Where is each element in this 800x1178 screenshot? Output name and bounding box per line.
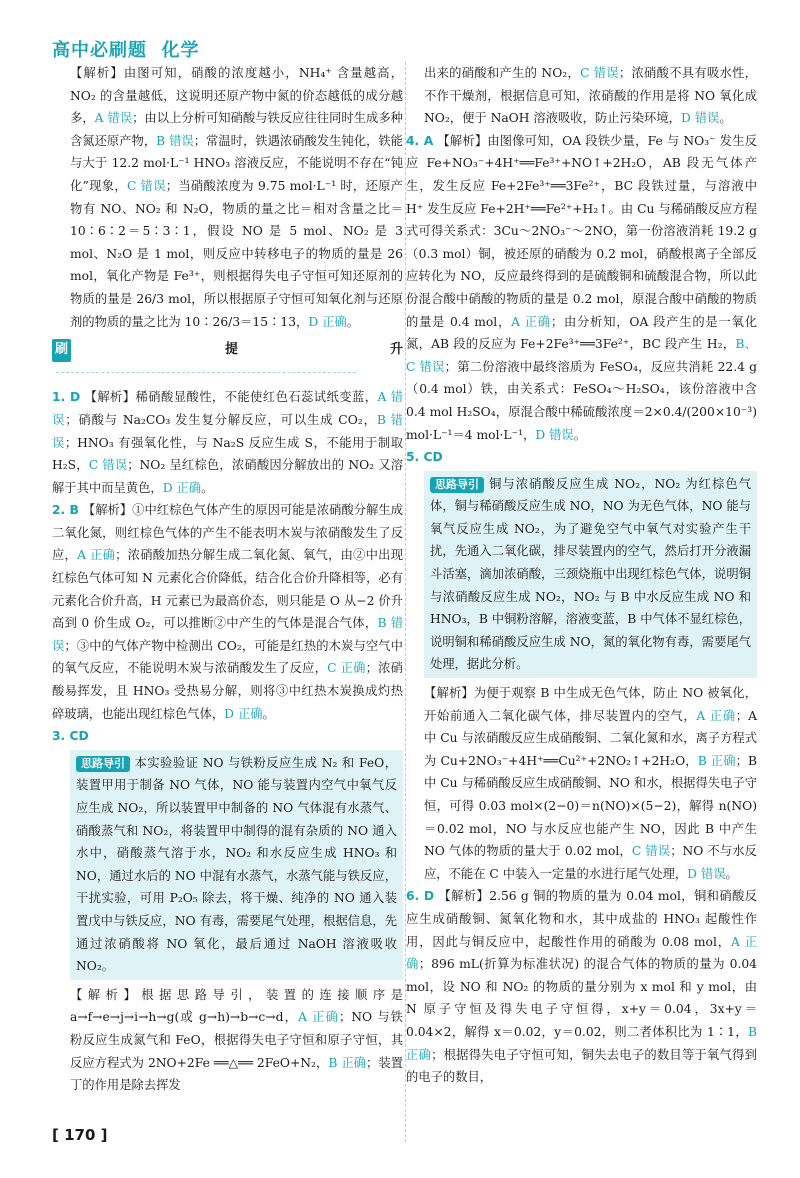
section-rule bbox=[56, 372, 356, 373]
question-number: 6. D bbox=[406, 889, 435, 904]
section-title: 提升 bbox=[73, 342, 403, 358]
subject-title: 化学 bbox=[161, 40, 200, 61]
question-5-analysis: 【解析】为便于观察 B 中生成无色气体，防止 NO 被氧化，开始前通入二氧化碳气体，排尽装置内的空气，A 正确；A 中 Cu 与浓硝酸反应生成硝酸铜、二氧化氮和水，离子方程式为 Cu+2NO₃⁻+4H⁺══Cu²⁺+2NO₂↑+2H₂O，B 正确；B 中 Cu 与稀硝酸反应生成硝酸铜、NO 和水，根据得失电子守恒，可得 0.03 mol×(2−0)＝n(NO)×(5−2)，解得 n(NO)＝0.02 mol，NO 与水反应也能产生 NO，因此 B 中产生 NO 气体的物质的量大于 0.02 mol，C 错误；NO 不与水反应，不能在 C 中装入一定量的水进行尾气处理，D 错误。 bbox=[424, 686, 757, 881]
page-header bbox=[52, 36, 200, 62]
section-header bbox=[52, 339, 403, 384]
guide-label: 思路导引 bbox=[76, 756, 130, 772]
question-number: 5. CD bbox=[406, 450, 443, 465]
question-number: 4. A bbox=[406, 133, 434, 148]
question-3-analysis: 【解析】根据思路导引，装置的连接顺序是 a→f→e→j→i→h→g(或 g→h)→b→c→d，A 正确；NO 与铁粉反应生成氮气和 FeO，根据得失电子守恒和原子守恒，其反应方程式为 2NO+2Fe ══△══ 2FeO+N₂，B 正确；装置丁的作用是除去挥发 bbox=[70, 987, 404, 1093]
question-6: 6. D 【解析】2.56 g 铜的物质的量为 0.04 mol，铜和硝酸反应生成硝酸铜、氮氧化物和水，其中成盐的 HNO₃ 起酸性作用，因此与铜反应中，起酸性作用的硝酸为 0.08 mol，A 正确；896 mL(折算为标准状况) 的混合气体的物质的量为 0.04 mol，设 NO 和 NO₂ 的物质的量分别为 x mol 和 y mol，由 N 原子守恒及得失电子守恒得，x+y＝0.04，3x+y＝0.04×2，解得 x＝0.02，y＝0.02，则二者体积比为 1∶1，B 正确；根据得失电子守恒可知，铜失去电子的数目等于氧气得到的电子的数目， bbox=[406, 889, 757, 1085]
answer-explanation: 【解析】由图可知，硝酸的浓度越小，NH₄⁺ 含量越高，NO₂ 的含量越低，这说明还原产物中氮的价态越低的成分越多，A 错误；由以上分析可知硝酸与铁反应往往同时生成多种含氮还原产物，B 错误；常温时，铁遇浓硝酸发生钝化，铁能与大于 12.2 mol·L⁻¹ HNO₃ 溶液反应，不能说明不存在“钝化”现象，C 错误；当硝酸浓度为 9.75 mol·L⁻¹ 时，还原产物有 NO、NO₂ 和 N₂O，物质的量之比＝相对含量之比＝10∶6∶2＝5∶3∶1，假设 NO 是 5 mol、NO₂ 是 3 mol、N₂O 是 1 mol，则反应中转移电子的物质的量是 26 mol，氧化产物是 Fe³⁺，则根据得失电子守恒可知还原剂的物质的量是 26/3 mol，所以根据原子守恒可知氧化剂与还原剂的物质的量之比为 10∶26/3＝15∶13，D 正确。 bbox=[70, 66, 403, 329]
section-icon: 刷 bbox=[52, 339, 71, 362]
book-title: 高中必刷题 bbox=[52, 40, 147, 61]
question-3-continued: 出来的硝酸和产生的 NO₂，C 错误；浓硝酸不具有吸水性，不作干燥剂，根据信息可知，浓硝酸的作用是将 NO 氧化成 NO₂，便于 NaOH 溶液吸收，防止污染环境，D 错误。 bbox=[424, 66, 757, 126]
page-number: [ 170 ] bbox=[52, 1126, 108, 1144]
question-5-number bbox=[406, 446, 757, 469]
question-2: 2. B 【解析】①中红棕色气体产生的原因可能是浓硝酸分解生成二氧化氮，则红棕色气体的产生不能表明木炭与浓硝酸发生了反应，A 正确；浓硝酸加热分解生成二氧化氮、氧气，由②中出现红棕色气体可知 N 元素化合价降低，结合化合价升降相等，必有元素化合价升高，H 元素已为最高价态，则只能是 O 从−2 价升高到 0 价生成 O₂，可以推断②中产生的气体是混合气体，B 错误；③中的气体产物中检测出 CO₂，可能是红热的木炭与空气中的氧气反应，不能说明木炭与浓硝酸发生了反应，C 正确；浓硝酸易挥发，且 HNO₃ 受热易分解，则将③中红热木炭换成灼热碎玻璃，也能出现红棕色气体，D 正确。 bbox=[52, 503, 403, 721]
thinking-guide-box: 思路导引 铜与浓硝酸反应生成 NO₂，NO₂ 为红棕色气体，铜与稀硝酸反应生成 NO，NO 为无色气体，NO 能与氧气反应生成 NO₂，为了避免空气中氧气对实验产生干扰，先通入二氧化碳，排尽装置内的空气，然后打开分液漏斗活塞，滴加浓硝酸，三颈烧瓶中出现红棕色气体，说明铜与浓硝酸反应生成 NO₂，NO₂ 与 B 中水反应生成 NO 和 HNO₃，B 中铜粉溶解，溶液变蓝，B 中气体不显红棕色，说明铜和稀硝酸反应生成 NO，氮的氧化物有毒，需要尾气处理，据此分析。 bbox=[424, 471, 757, 678]
question-1: 1. D 【解析】稀硝酸显酸性，不能使红色石蕊试纸变蓝，A 错误；硝酸与 Na₂CO₃ 发生复分解反应，可以生成 CO₂，B 错误；HNO₃ 有强氧化性，与 Na₂S 反应生成 S，不能用于制取 H₂S，C 错误；NO₂ 呈红棕色，浓硝酸因分解放出的 NO₂ 又溶解于其中而呈黄色，D 正确。 bbox=[52, 390, 403, 495]
left-column bbox=[52, 62, 404, 1097]
question-number: 3. CD bbox=[52, 729, 89, 744]
question-number: 2. B bbox=[52, 503, 79, 518]
question-number: 1. D bbox=[52, 390, 81, 405]
guide-label: 思路导引 bbox=[430, 477, 484, 493]
question-4: 4. A 【解析】由图像可知，OA 段铁少量，Fe 与 NO₃⁻ 发生反应 Fe+NO₃⁻+4H⁺══Fe³⁺+NO↑+2H₂O，AB 段无气体产生，发生反应 Fe+2Fe³⁺══3Fe²⁺，BC 段铁过量，与溶液中 H⁺ 发生反应 Fe+2H⁺══Fe²⁺+H₂↑。由 Cu 与稀硝酸反应方程式可得关系式：3Cu～2NO₃⁻～2NO，第一份溶液消耗 19.2 g（0.3 mol）铜，被还原的硝酸为 0.2 mol，硝酸根离子全部反应转化为 NO，反应最终得到的是硫酸铜和硫酸混合物，所以此份混合酸中硝酸的物质的量是 0.2 mol，原混合酸中硝酸的物质的量是 0.4 mol，A 正确；由分析知，OA 段产生的是一氧化氮，AB 段的反应为 Fe+2Fe³⁺══3Fe²⁺，BC 段产生 H₂，B、C 错误；第二份溶液中最终溶质为 FeSO₄，反应共消耗 22.4 g（0.4 mol）铁，由关系式：FeSO₄～H₂SO₄，该份溶液中含 0.4 mol H₂SO₄，原混合酸中稀硫酸浓度＝2×0.4/(200×10⁻³) mol·L⁻¹＝4 mol·L⁻¹，D 错误。 bbox=[406, 133, 758, 442]
question-3-number bbox=[52, 725, 403, 748]
thinking-guide-box: 思路导引 本实验验证 NO 与铁粉反应生成 N₂ 和 FeO，装置甲用于制备 NO 气体，NO 能与装置内空气中氧气反应生成 NO₂，所以装置甲中制备的 NO 气体混有水蒸气、硝酸蒸气和 NO₂，将装置甲中制得的混有杂质的 NO 通入水中，硝酸蒸气溶于水，NO₂ 和水反应生成 HNO₃ 和 NO，通过水后的 NO 中混有水蒸气，水蒸气能与铁反应，干扰实验，可用 P₂O₅ 除去，将干燥、纯净的 NO 通入装置戊中与铁反应，NO 有毒，需要尾气处理，根据信息，先通过浓硝酸将 NO 氧化，最后通过 NaOH 溶液吸收 NO₂。 bbox=[70, 750, 403, 980]
right-column bbox=[406, 62, 758, 1089]
